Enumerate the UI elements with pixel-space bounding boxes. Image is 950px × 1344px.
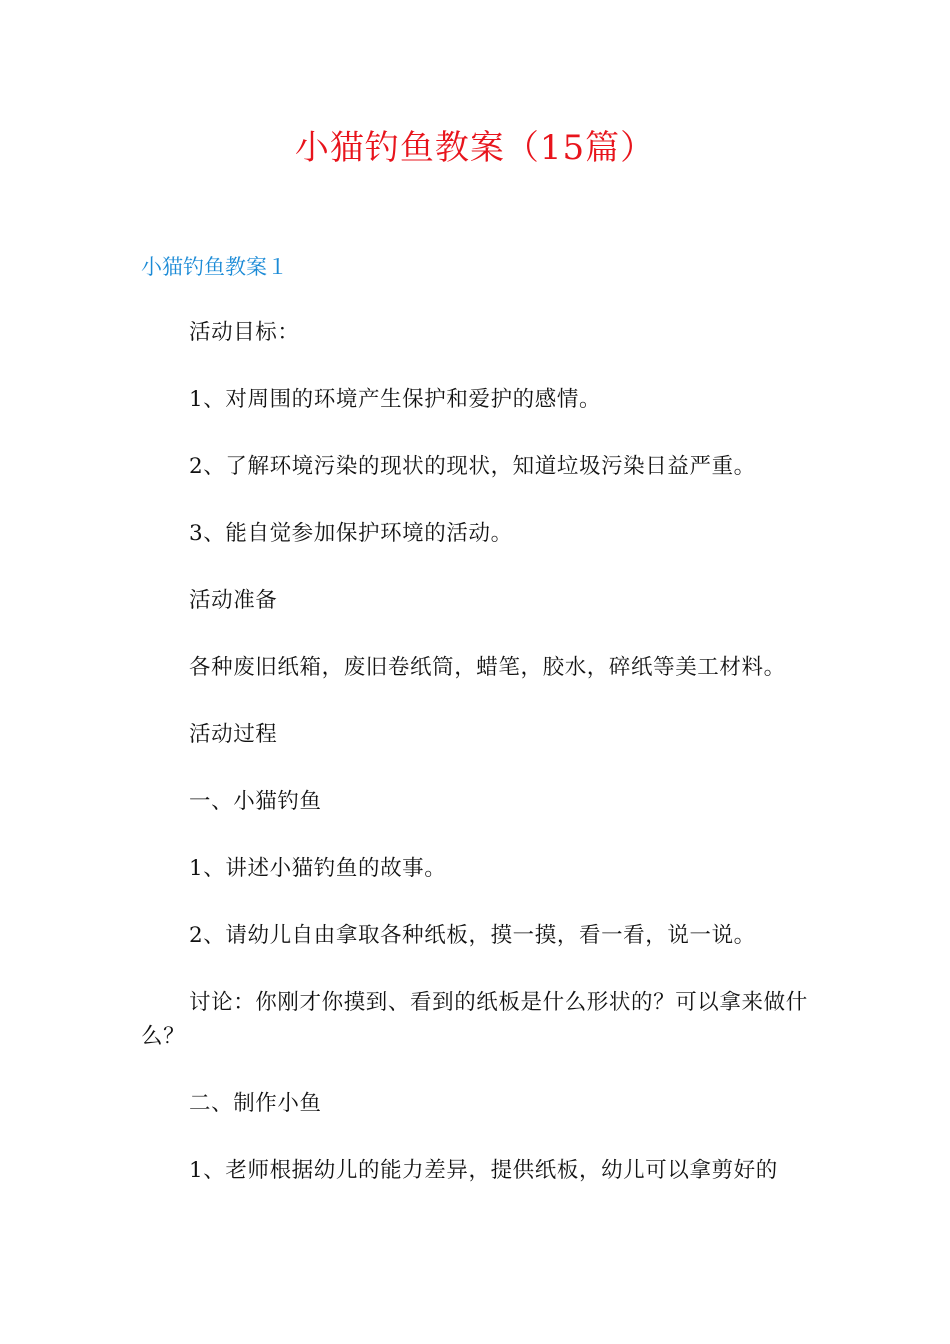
document-body [141, 316, 813, 1221]
paragraph: 活动过程 [189, 722, 278, 747]
paragraph: 1、老师根据幼儿的能力差异，提供纸板，幼儿可以拿剪好的 [189, 1158, 778, 1183]
paragraph: 1、讲述小猫钓鱼的故事。 [189, 856, 447, 881]
paragraph: 活动准备 [189, 588, 278, 613]
paragraph: 活动目标： [189, 320, 300, 345]
section-heading: 小猫钓鱼教案１ [141, 255, 288, 279]
paragraph: 2、请幼儿自由拿取各种纸板，摸一摸，看一看，说一说。 [189, 923, 756, 948]
paragraph: 二、制作小鱼 [189, 1091, 322, 1116]
document-title: 小猫钓鱼教案（15篇） [294, 128, 656, 168]
paragraph: 3、能自觉参加保护环境的活动。 [189, 521, 513, 546]
paragraph: 2、了解环境污染的现状的现状，知道垃圾污染日益严重。 [189, 454, 756, 479]
paragraph: 一、小猫钓鱼 [189, 789, 322, 814]
paragraph: 讨论：你刚才你摸到、看到的纸板是什么形状的？可以拿来做什么？ [141, 990, 808, 1049]
paragraph: 各种废旧纸箱，废旧卷纸筒，蜡笔，胶水，碎纸等美工材料。 [189, 655, 786, 680]
paragraph: 1、对周围的环境产生保护和爱护的感情。 [189, 387, 602, 412]
